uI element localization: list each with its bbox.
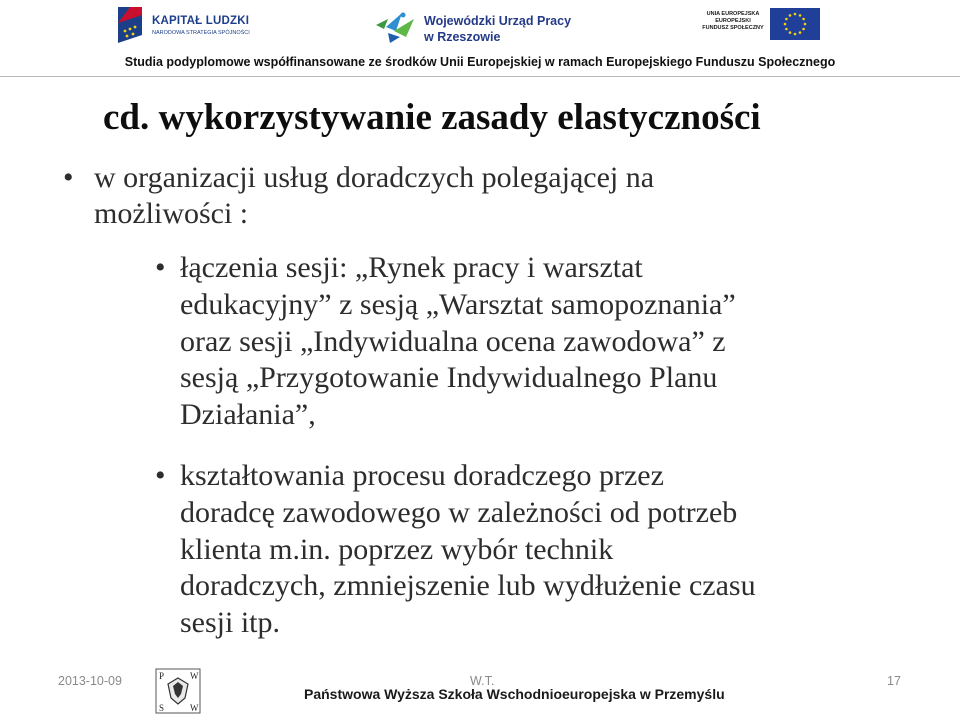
slide-number: 17: [887, 674, 901, 688]
crest-letter-w-top: W: [190, 671, 199, 681]
bird-icon: [372, 7, 418, 47]
eu-efs-logo: [700, 6, 822, 42]
text-line: oraz sesji „Indywidualna ocena zawodowa” z: [180, 324, 726, 358]
slide-author: W.T.: [470, 674, 495, 688]
crest-letter-w-bottom: W: [190, 703, 199, 713]
kapital-ludzki-flag-icon: [116, 5, 146, 45]
text-line: łączenia sesji: „Rynek pracy i warsztat: [180, 251, 643, 284]
bullet-marker: •: [155, 251, 166, 284]
kapital-ludzki-subtitle: NARODOWA STRATEGIA SPÓJNOŚCI: [152, 30, 250, 36]
wup-name-line1: Wojewódzki Urząd Pracy: [424, 14, 572, 28]
text-line: kształtowania procesu doradczego przez: [180, 459, 664, 492]
pwsw-crest-icon: [155, 668, 201, 714]
sub-bullet-text: [180, 250, 736, 434]
text-line: Działania”,: [180, 398, 316, 432]
text-line: doradczych, zmniejszenie lub wydłużenie czasu: [180, 569, 756, 603]
text-line: doradcę zawodowego w zależności od potrzeb: [180, 495, 738, 529]
text-line: edukacyjny” z sesją „Warsztat samopoznania”: [180, 287, 736, 321]
kapital-ludzki-name: KAPITAŁ LUDZKI: [152, 15, 250, 27]
school-name: Państwowa Wyższa Szkoła Wschodnioeuropejska w Przemyślu: [304, 686, 725, 702]
cofinancing-caption: Studia podyplomowe współfinansowane ze środków Unii Europejskiej w ramach Europejskiego Funduszu Społecznego: [124, 55, 836, 69]
crest-letter-s: S: [159, 703, 165, 713]
eu-text-line2: EUROPEJSKI: [715, 18, 751, 24]
bullet-marker: •: [63, 161, 74, 194]
wup-name-line2: w Rzeszowie: [424, 30, 501, 44]
header: [0, 0, 960, 80]
bullet-marker: •: [155, 459, 166, 492]
kapital-ludzki-logo: [116, 5, 250, 47]
header-divider: [0, 76, 960, 77]
crest-letter-p: P: [159, 671, 165, 681]
main-bullet-text: [94, 160, 854, 232]
eu-text-line3: FUNDUSZ SPOŁECZNY: [702, 25, 764, 31]
text-line: możliwości :: [94, 197, 249, 230]
eu-flag-icon: [770, 8, 820, 40]
wup-rzeszow-logo: [372, 5, 592, 47]
slide-title: cd. wykorzystywanie zasady elastyczności: [103, 97, 761, 138]
eu-text-line1: UNIA EUROPEJSKA: [706, 11, 760, 17]
eu-efs-text: [700, 11, 766, 32]
text-line: sesją „Przygotowanie Indywidualnego Planu: [180, 361, 718, 395]
text-line: w organizacji usług doradczych polegającej na: [94, 161, 655, 194]
text-line: sesji itp.: [180, 606, 281, 640]
slide-date: 2013-10-09: [58, 674, 122, 688]
sub-bullet-text: [180, 458, 756, 642]
text-line: klienta m.in. poprzez wybór technik: [180, 532, 614, 566]
